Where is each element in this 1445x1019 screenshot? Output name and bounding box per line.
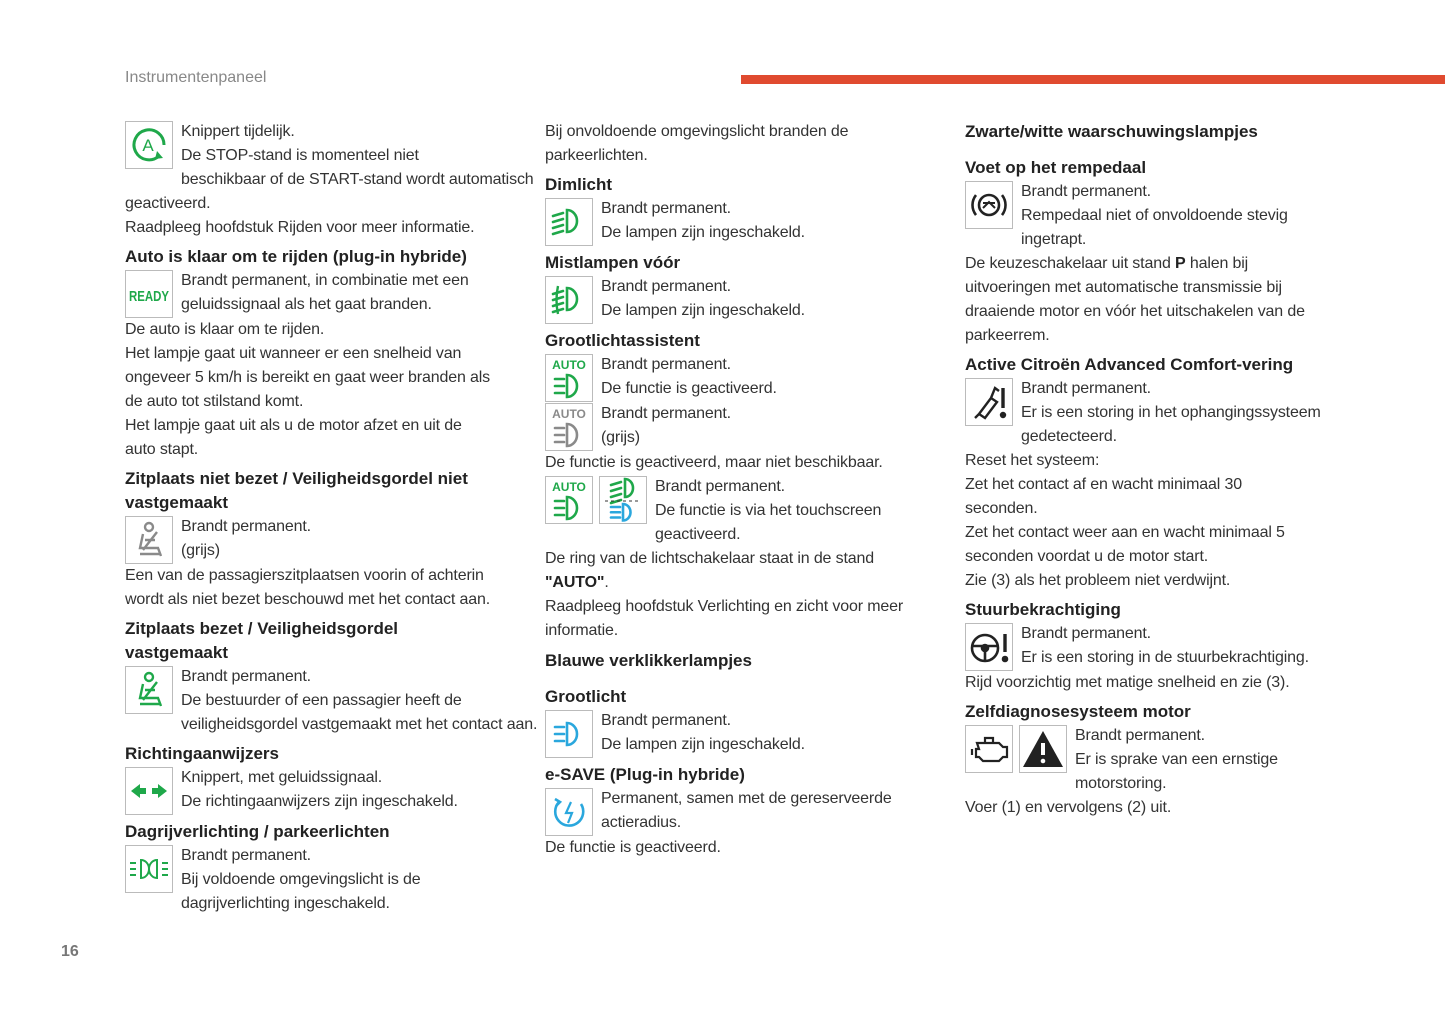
text-line: Brandt permanent.	[655, 478, 785, 495]
text-line: Reset het systeem:	[965, 452, 1100, 469]
header-accent-bar	[741, 75, 1445, 84]
bold-text: "AUTO"	[545, 574, 605, 591]
indicator-icons	[125, 121, 173, 169]
text-line: Knippert, met geluidssignaal.	[181, 769, 383, 786]
subsection-heading	[545, 763, 945, 787]
subsection-heading	[965, 353, 1365, 377]
text-line	[545, 571, 945, 595]
text-line: De functie is geactiveerd.	[601, 380, 777, 397]
power-steering-icon	[965, 623, 1013, 671]
text-line: dagrijverlichting ingeschakeld.	[181, 895, 390, 912]
text-line: De functie is via het touchscreen	[655, 502, 882, 519]
heading-line: e-SAVE (Plug-in hybride)	[545, 765, 745, 784]
subsection-heading	[125, 742, 525, 766]
text-line: Brandt permanent, in combinatie met een	[181, 272, 469, 289]
text-line: Bij onvoldoende omgevingslicht branden de	[545, 123, 849, 140]
text-line: ongeveer 5 km/h is bereikt en gaat weer branden als	[125, 369, 491, 386]
seatbelt-green-icon	[125, 666, 173, 714]
indicator-entry	[965, 377, 1365, 449]
text-line: uitvoeringen met automatische transmissie bij	[965, 279, 1282, 296]
indicator-entry	[965, 724, 1365, 796]
text-line	[965, 252, 1365, 276]
svg-text:A: A	[142, 136, 154, 155]
text-line: Brandt permanent.	[1021, 625, 1151, 642]
auto-beam-grey-icon	[545, 403, 593, 451]
ready-icon	[125, 270, 173, 318]
text-segment: halen bij	[1185, 255, 1249, 272]
text-line: Het lampje gaat uit als u de motor afzet en uit de	[125, 417, 462, 434]
paragraph	[125, 216, 525, 240]
indicator-icons	[545, 403, 593, 451]
text-line: (grijs)	[601, 429, 640, 446]
section-heading	[545, 649, 945, 673]
daytime-lights-icon	[125, 845, 173, 893]
subsection-heading	[125, 467, 525, 515]
suspension-fault-icon	[965, 378, 1013, 426]
text-line: Het lampje gaat uit wanneer er een snelheid van	[125, 345, 462, 362]
text-line: Raadpleeg hoofdstuk Rijden voor meer informatie.	[125, 219, 475, 236]
esave-icon	[545, 788, 593, 836]
paragraph	[965, 252, 1365, 348]
indicator-icons	[545, 198, 593, 246]
paragraph	[125, 564, 525, 612]
front-fog-icon	[545, 276, 593, 324]
text-line: De functie is geactiveerd, maar niet beschikbaar.	[545, 454, 883, 471]
text-line: Permanent, samen met de gereserveerde	[601, 790, 892, 807]
text-line: Zie (3) als het probleem niet verdwijnt.	[965, 572, 1231, 589]
section-title: Instrumentenpaneel	[125, 69, 267, 86]
indicator-icons	[545, 354, 593, 402]
heading-line: Grootlichtassistent	[545, 331, 700, 350]
paragraph	[965, 449, 1365, 473]
subsection-heading	[125, 245, 525, 269]
bullet-item	[965, 473, 1365, 521]
text-line: De ring van de lichtschakelaar staat in de stand	[545, 550, 874, 567]
svg-text:AUTO: AUTO	[552, 358, 586, 372]
subsection-heading	[125, 820, 525, 844]
paragraph	[965, 796, 1365, 820]
text-line: parkeerrem.	[965, 327, 1050, 344]
indicator-entry	[125, 515, 525, 564]
auto-beam-green-icon	[545, 476, 593, 524]
indicator-icons	[125, 845, 173, 893]
seatbelt-grey-icon	[125, 516, 173, 564]
text-line: Er is een storing in het ophangingssysteem	[1021, 404, 1321, 421]
text-line: De lampen zijn ingeschakeld.	[601, 302, 805, 319]
heading-line: Grootlicht	[545, 687, 627, 706]
text-line: parkeerlichten.	[545, 147, 648, 164]
heading-line: Mistlampen vóór	[545, 253, 681, 272]
auto-beam-green-icon	[545, 354, 593, 402]
text-line: De functie is geactiveerd.	[545, 839, 721, 856]
heading-line: Auto is klaar om te rijden (plug-in hybride)	[125, 247, 467, 266]
text-line: seconden voordat u de motor start.	[965, 548, 1209, 565]
text-line: Zet het contact af en wacht minimaal 30	[965, 476, 1242, 493]
paragraph	[965, 569, 1365, 593]
text-line: De lampen zijn ingeschakeld.	[601, 736, 805, 753]
indicator-entry	[545, 475, 945, 547]
svg-text:AUTO: AUTO	[552, 407, 586, 421]
subsection-heading	[545, 173, 945, 197]
indicator-icons	[125, 767, 173, 815]
text-line: draaiende motor en vóór het uitschakelen van de	[965, 303, 1305, 320]
text-line: Raadpleeg hoofdstuk Verlichting en zicht voor meer	[545, 598, 904, 615]
text-line: geluidssignaal als het gaat branden.	[181, 296, 432, 313]
svg-text:AUTO: AUTO	[552, 480, 586, 494]
indicator-entry	[545, 353, 945, 402]
indicator-icons	[965, 623, 1013, 671]
heading-line: Dimlicht	[545, 175, 613, 194]
text-line: Voer (1) en vervolgens (2) uit.	[965, 799, 1172, 816]
text-line: Brandt permanent.	[601, 356, 731, 373]
text-line: De lampen zijn ingeschakeld.	[601, 224, 805, 241]
touchscreen-beam-icon	[599, 476, 647, 524]
text-line: de auto tot stilstand komt.	[125, 393, 304, 410]
indicator-icons	[545, 476, 647, 524]
text-line: De auto is klaar om te rijden.	[125, 321, 325, 338]
text-line: seconden.	[965, 500, 1038, 517]
text-line: beschikbaar of de START-stand wordt automatisch	[181, 171, 534, 188]
subsection-heading	[965, 598, 1365, 622]
text-line: Brandt permanent.	[601, 278, 731, 295]
text-line: Rempedaal niet of onvoldoende stevig	[1021, 207, 1288, 224]
indicator-entry	[125, 665, 538, 737]
text-line: ingetrapt.	[1021, 231, 1087, 248]
engine-check-icon	[965, 725, 1013, 773]
text-line: De richtingaanwijzers zijn ingeschakeld.	[181, 793, 458, 810]
text-line: Brandt permanent.	[181, 518, 311, 535]
subsection-heading	[965, 700, 1365, 724]
text-line: Brandt permanent.	[1021, 380, 1151, 397]
indicator-entry	[125, 269, 525, 318]
heading-line: Blauwe verklikkerlampjes	[545, 651, 752, 670]
high-beam-icon	[545, 710, 593, 758]
warning-triangle-icon	[1019, 725, 1067, 773]
text-line: informatie.	[545, 622, 619, 639]
text-line: Brandt permanent.	[1075, 727, 1205, 744]
indicator-icons	[545, 710, 593, 758]
indicator-entry	[125, 120, 534, 216]
indicator-entry	[125, 844, 525, 916]
text-line: Er is een storing in de stuurbekrachtiging.	[1021, 649, 1309, 666]
text-line: De STOP-stand is momenteel niet	[181, 147, 419, 164]
heading-line: Zitplaats niet bezet / Veiligheidsgordel niet	[125, 469, 468, 488]
subsection-heading	[545, 251, 945, 275]
text-line: auto stapt.	[125, 441, 199, 458]
subsection-heading	[965, 156, 1365, 180]
text-line: Brandt permanent.	[181, 668, 311, 685]
text-segment: De keuzeschakelaar uit stand	[965, 255, 1175, 272]
subsection-heading	[545, 329, 945, 353]
auto-stop-start-icon	[125, 121, 173, 169]
text-line: Bij voldoende omgevingslicht is de	[181, 871, 421, 888]
paragraph	[125, 414, 525, 462]
heading-line: Stuurbekrachtiging	[965, 600, 1121, 619]
indicator-icons	[545, 276, 593, 324]
brake-pedal-icon	[965, 181, 1013, 229]
text-line: gedetecteerd.	[1021, 428, 1117, 445]
text-line: Een van de passagierszitplaatsen voorin of achterin	[125, 567, 484, 584]
text-line: Rijd voorzichtig met matige snelheid en zie (3).	[965, 674, 1290, 691]
heading-line: Active Citroën Advanced Comfort-vering	[965, 355, 1294, 374]
heading-line: Voet op het rempedaal	[965, 158, 1147, 177]
text-segment: .	[604, 574, 609, 591]
bullet-item	[965, 521, 1365, 569]
subsection-heading	[125, 617, 525, 665]
text-line: De bestuurder of een passagier heeft de	[181, 692, 462, 709]
text-line: Knippert tijdelijk.	[181, 123, 295, 140]
indicator-icons	[125, 270, 173, 318]
text-line: wordt als niet bezet beschouwd met het contact aan.	[125, 591, 491, 608]
text-line: Brandt permanent.	[181, 847, 311, 864]
heading-line: Dagrijverlichting / parkeerlichten	[125, 822, 390, 841]
indicator-entry	[545, 787, 945, 836]
indicator-icons	[965, 181, 1013, 229]
indicator-icons	[965, 378, 1013, 426]
indicator-icons	[965, 725, 1067, 773]
indicator-icons	[125, 666, 173, 714]
paragraph	[125, 318, 525, 342]
column-2	[545, 120, 945, 860]
heading-line: Zitplaats bezet / Veiligheidsgordel	[125, 619, 399, 638]
text-line: Brandt permanent.	[601, 405, 731, 422]
indicator-entry	[545, 402, 945, 451]
paragraph	[545, 595, 945, 643]
indicator-entry	[965, 180, 1365, 252]
indicator-entry	[545, 275, 945, 324]
text-line: Brandt permanent.	[601, 200, 731, 217]
turn-signal-icon	[125, 767, 173, 815]
subsection-heading	[545, 685, 945, 709]
page-number: 16	[61, 943, 79, 960]
paragraph	[545, 547, 945, 595]
text-line: Brandt permanent.	[601, 712, 731, 729]
svg-text:READY: READY	[129, 288, 169, 305]
text-line: veiligheidsgordel vastgemaakt met het contact aan.	[181, 716, 538, 733]
heading-line: vastgemaakt	[125, 493, 229, 512]
text-line: Zet het contact weer aan en wacht minimaal 5	[965, 524, 1285, 541]
text-line: (grijs)	[181, 542, 220, 559]
paragraph	[125, 342, 525, 414]
text-line: Brandt permanent.	[1021, 183, 1151, 200]
bold-text: P	[1175, 255, 1186, 272]
column-1	[125, 120, 538, 916]
indicator-icons	[125, 516, 173, 564]
text-line: geactiveerd.	[655, 526, 741, 543]
paragraph	[545, 451, 945, 475]
indicator-entry	[545, 709, 945, 758]
paragraph	[965, 671, 1365, 695]
text-line: geactiveerd.	[125, 195, 211, 212]
paragraph	[545, 120, 945, 168]
heading-line: Zelfdiagnosesysteem motor	[965, 702, 1191, 721]
text-line: Er is sprake van een ernstige	[1075, 751, 1278, 768]
text-line: motorstoring.	[1075, 775, 1167, 792]
text-line: actieradius.	[601, 814, 682, 831]
heading-line: Zwarte/witte waarschuwingslampjes	[965, 122, 1258, 141]
indicator-entry	[125, 766, 525, 815]
paragraph	[545, 836, 945, 860]
low-beam-icon	[545, 198, 593, 246]
heading-line: Richtingaanwijzers	[125, 744, 279, 763]
indicator-icons	[545, 788, 593, 836]
indicator-entry	[545, 197, 945, 246]
column-3	[965, 120, 1365, 820]
section-heading	[965, 120, 1365, 144]
heading-line: vastgemaakt	[125, 643, 229, 662]
indicator-entry	[965, 622, 1365, 671]
